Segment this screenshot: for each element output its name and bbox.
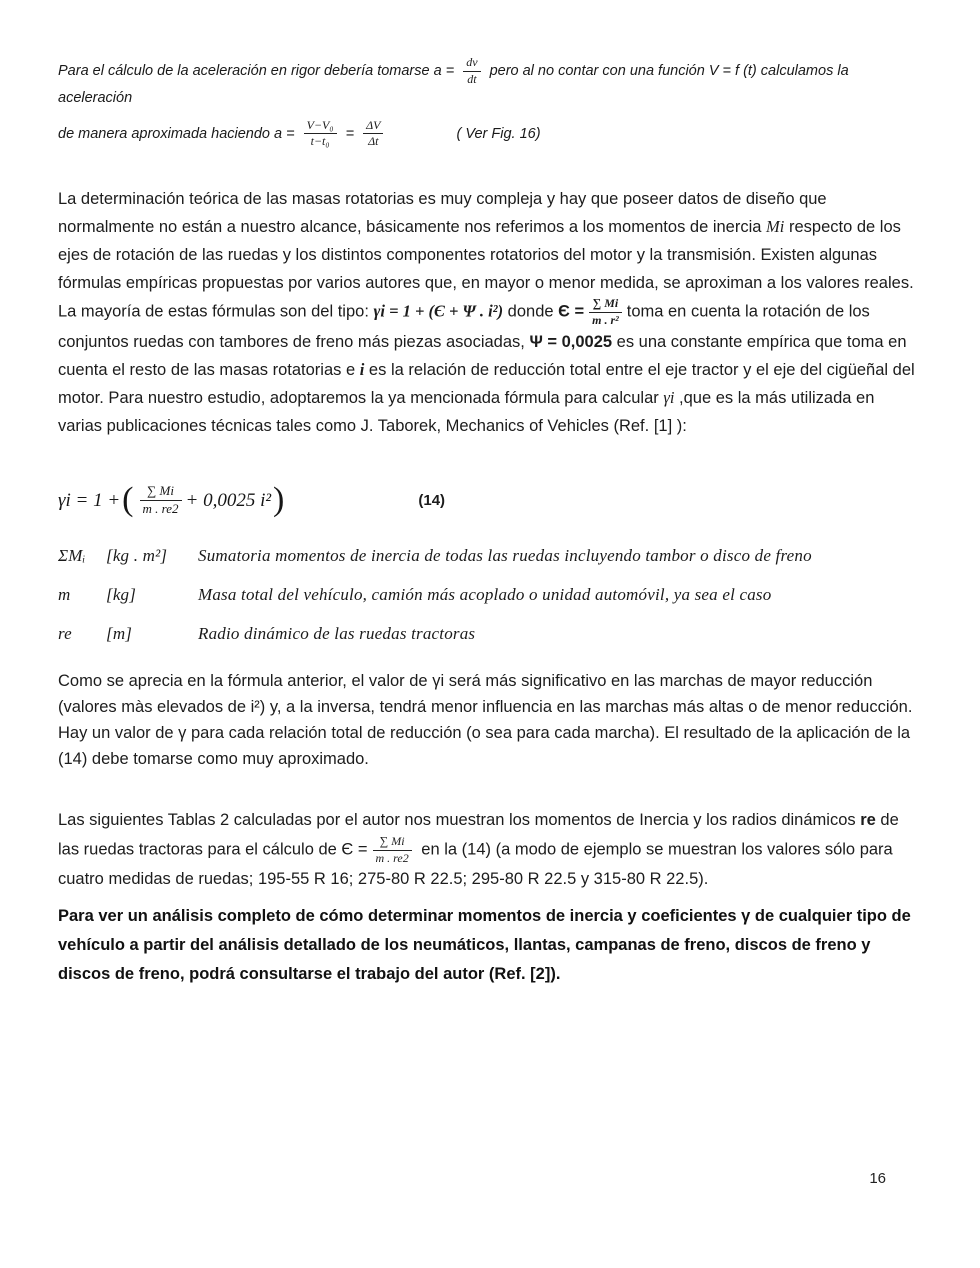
eq14-close-paren: ) <box>273 480 285 518</box>
para1-seg2: respecto de los ejes de rotación de las ruedas y los distintos componentes rotatorios del motor y la transmisión. Existen algunas fórmulas empíricas propuestas por varios autores que, en mayor o menor medida, se aproximan a los valores reales. La mayoría de estas fórmulas son del tipo: <box>58 218 914 321</box>
page-number: 16 <box>869 1170 886 1187</box>
symbol-Mi: Mi <box>766 217 785 237</box>
def-unit: [m] <box>106 623 133 643</box>
fraction-dv-dt: $\frac{dv}{dt}$ <box>463 56 480 87</box>
intro-line1-post: pero al no contar con una función V = f (t) calculamos la aceleración <box>58 63 849 106</box>
paragraph-author-reference-bold: Para ver un análisis completo de cómo determinar momentos de inercia y coeficientes γ de cualquier tipo de vehículo a partir del análisis detallado de los neumáticos, llantas, campanas de freno, discos de freno y discos de freno, podrá consultarse el trabajo del autor (Ref. [2]). <box>58 907 911 984</box>
symbol-epsilon-equals: Є = <box>558 302 585 321</box>
eq14-rhs: + 0,0025 i² <box>185 489 272 511</box>
fraction-sumMi-mre2: $\frac{\sum Mi}{m . re2}$ <box>140 484 182 517</box>
def-symbol: ΣMᵢ <box>58 545 86 565</box>
def-unit: [kg] <box>106 584 137 604</box>
fraction-dV-dt: $\frac{\Delta V}{\Delta t}$ <box>363 119 383 150</box>
symbol-psi-value: Ψ = 0,0025 <box>529 332 613 351</box>
symbol-definitions <box>58 546 922 644</box>
symbol-re-bold: re <box>860 810 876 829</box>
intro-line1-pre: Para el cálculo de la aceleración en rigor debería tomarse a = <box>58 63 455 80</box>
eq14-open-paren: ( <box>122 480 134 518</box>
def-description: Radio dinámico de las ruedas tractoras <box>198 623 476 643</box>
intro-paragraph <box>58 56 922 149</box>
equation-number: (14) <box>418 492 446 510</box>
paragraph-formula-commentary: Como se aprecia en la fórmula anterior, el valor de γi será más significativo en las marchas de mayor reducción (valores màs elevados de i²) y, a la inversa, tendrá menor influencia en las marchas más altas o de menor reducción. Hay un valor de γ para cada relación total de reducción (o sea para cada marcha). El resultado de la aplicación de la (14) debe tomarse como muy aproximado. <box>58 671 913 768</box>
para1-seg6: es la relación de reducción total entre el eje tractor y el eje del cigüeñal del motor. Para nuestro estudio, adoptaremos la ya mencionada fórmula para calcular <box>58 360 915 407</box>
inline-formula-gamma: γi = 1 + (Є + Ψ . i²) <box>373 301 504 321</box>
definition-row-re <box>58 624 922 644</box>
symbol-gamma-i: γi <box>663 387 675 407</box>
definition-row-m <box>58 585 922 605</box>
definition-row-sumMi <box>58 546 922 566</box>
symbol-i: i <box>359 359 365 379</box>
para1-seg7: ,que es la más utilizada en varias publicaciones técnicas tales como J. Taborek, Mechanics of Vehicles (Ref. [1] ): <box>58 388 875 435</box>
para1-seg4: toma en cuenta la rotación de los conjuntos ruedas con tambores de freno más piezas asociadas, <box>58 302 870 351</box>
intro-line-1 <box>58 56 922 109</box>
def-symbol: re <box>58 623 72 643</box>
def-description: Masa total del vehículo, camión más acoplado o unidad automóvil, ya sea el caso <box>198 584 772 604</box>
paragraph-tables-reference <box>58 806 922 895</box>
para1-seg3: donde <box>503 302 559 321</box>
para3-seg2: de las ruedas tractoras para el cálculo de <box>58 810 899 859</box>
def-symbol: m <box>58 584 71 604</box>
para3-seg1: Las siguientes Tablas 2 calculadas por el autor nos muestran los momentos de Inercia y los radios dinámicos <box>58 810 861 829</box>
fraction-v-v0-t-t0: $\frac{\text{V−V₀}}{\text{t−t₀}}$ <box>304 119 337 150</box>
intro-line2-pre: de manera aproximada haciendo a = <box>58 125 295 142</box>
figure-reference: ( Ver Fig. 16) <box>456 125 541 142</box>
equation-14 <box>58 480 922 518</box>
para3-seg3: en la (14) (a modo de ejemplo se muestran los valores sólo para cuatro medidas de ruedas; 195-55 R 16; 275-80 R 22.5; 295-80 R 22.5 y 315-80 R 22.5). <box>58 840 893 889</box>
intro-equals: = <box>345 125 355 142</box>
fraction-sumMi-mr2: $\frac{\sum Mi}{\text{m . r²}}$ <box>589 297 622 328</box>
para1-seg1: La determinación teórica de las masas rotatorias es muy compleja y hay que poseer datos de diseño que normalmente no están a nuestro alcance, básicamente nos referimos a los momentos de inercia <box>58 190 827 237</box>
fraction-sumMi-mre2-inline: $\frac{\sum Mi}{m . re2}$ <box>373 835 412 866</box>
symbol-epsilon-equals-2: Є = <box>341 840 368 859</box>
paragraph-rotating-masses <box>58 185 922 440</box>
para1-seg5: es una constante empírica que toma en cuenta el resto de las masas rotatorias e <box>58 332 907 379</box>
def-description: Sumatoria momentos de inercia de todas las ruedas incluyendo tambor o disco de freno <box>198 545 812 565</box>
eq14-lhs: γi = 1 + <box>58 489 121 511</box>
intro-line-2 <box>58 119 922 150</box>
def-unit: [kg . m²] <box>106 545 168 565</box>
